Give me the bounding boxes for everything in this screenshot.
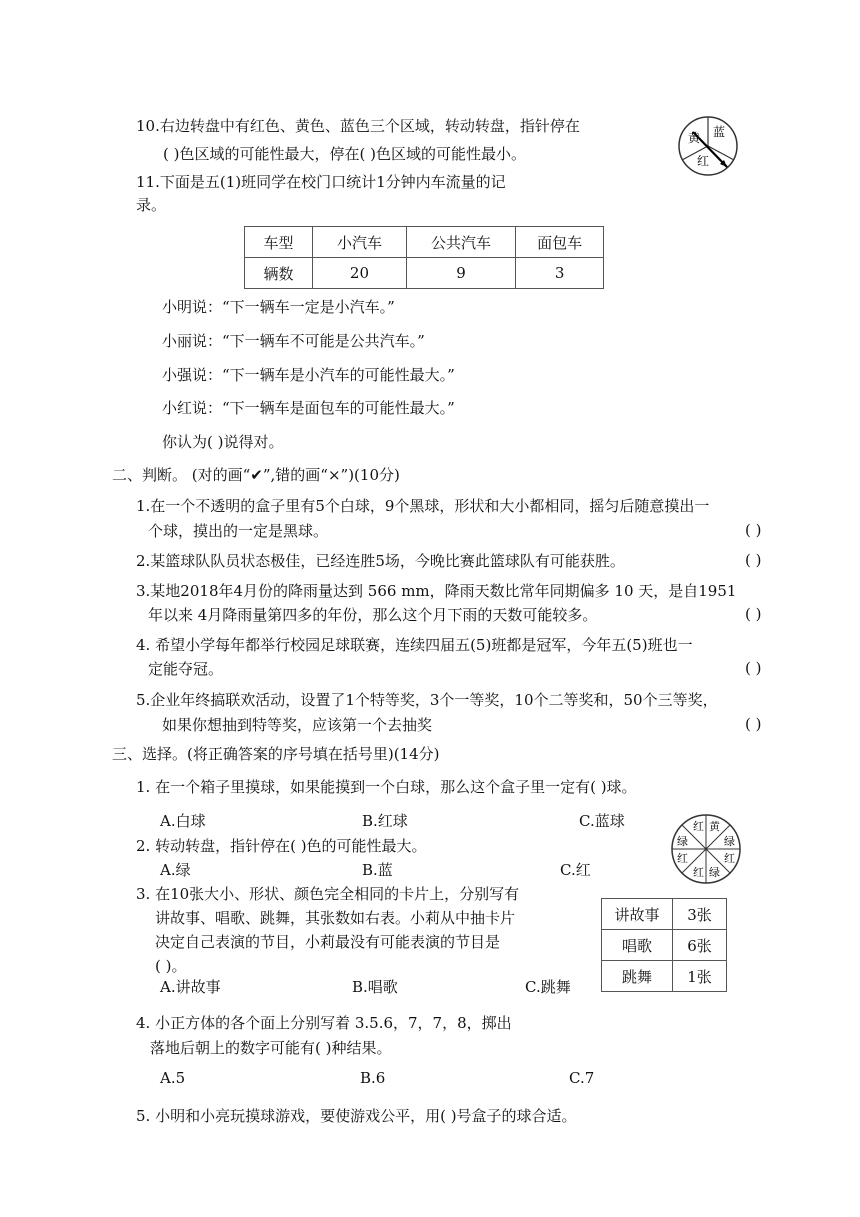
- spinner-label: 红: [677, 852, 688, 865]
- statement: 小红说：“下一辆车是面包车的可能性最大。”: [162, 399, 455, 417]
- section2-title: 二、判断。 (对的画“✔”,错的画“×”)(10分): [112, 466, 400, 484]
- table-cell: 9: [406, 258, 515, 289]
- choice-q3-line1: 3. 在10张大小、形状、颜色完全相同的卡片上，分别写有: [136, 885, 520, 903]
- option: C.7: [569, 1069, 595, 1087]
- table-cell: 小汽车: [313, 227, 407, 258]
- answer-paren: ( ): [745, 521, 762, 539]
- q11-line2: 录。: [136, 196, 167, 214]
- option: A.讲故事: [160, 978, 221, 996]
- spinner-label: 红: [693, 866, 704, 879]
- judge-item-3-line1: 3.某地2018年4月份的降雨量达到 566 mm，降雨天数比常年同期偏多 10 天，是自1951: [136, 582, 737, 600]
- table-cell: 6张: [673, 930, 727, 961]
- choice-q2: 2. 转动转盘，指针停在( )色的可能性最大。: [136, 837, 427, 855]
- table-cell: 公共汽车: [406, 227, 515, 258]
- card-table: [601, 898, 727, 992]
- choice-q4-line2: 落地后朝上的数字可能有( )种结果。: [150, 1039, 392, 1057]
- judge-item-1-line1: 1.在一个不透明的盒子里有5个白球，9个黑球，形状和大小都相同，摇匀后随意摸出一: [136, 497, 710, 515]
- spinner-label: 红: [724, 852, 735, 865]
- judge-item-5-line2: 如果你想抽到特等奖，应该第一个去抽奖: [162, 716, 433, 734]
- q11-ask: 你认为( )说得对。: [162, 433, 284, 451]
- judge-item-4-line2: 定能夺冠。: [148, 660, 224, 678]
- table-cell: 面包车: [516, 227, 604, 258]
- choice-q3-line3: 决定自己表演的节目，小莉最没有可能表演的节目是: [155, 933, 501, 951]
- answer-paren: ( ): [745, 605, 762, 623]
- q10-spinner: [677, 115, 739, 177]
- spinner-label: 蓝: [713, 125, 726, 139]
- answer-paren: ( ): [745, 659, 762, 677]
- q10-line2: ( )色区域的可能性最大，停在( )色区域的可能性最小。: [163, 145, 526, 163]
- choice-q4-line1: 4. 小正方体的各个面上分别写着 3.5.6，7，7，8，掷出: [136, 1014, 512, 1032]
- option: A.绿: [160, 861, 191, 879]
- option: A.5: [160, 1069, 186, 1087]
- choice-q1: 1. 在一个箱子里摸球，如果能摸到一个白球，那么这个盒子里一定有( )球。: [136, 778, 637, 796]
- vehicle-table: [244, 226, 604, 289]
- table-cell: 3: [516, 258, 604, 289]
- section3-title: 三、选择。(将正确答案的序号填在括号里)(14分): [112, 745, 440, 763]
- table-cell: 跳舞: [602, 961, 673, 992]
- statement: 小强说：“下一辆车是小汽车的可能性最大。”: [162, 366, 455, 384]
- table-cell: 讲故事: [602, 899, 673, 930]
- q11-line1: 11.下面是五(1)班同学在校门口统计1分钟内车流量的记: [136, 173, 506, 191]
- statement: 小丽说：“下一辆车不可能是公共汽车。”: [162, 332, 425, 350]
- statement: 小明说：“下一辆车一定是小汽车。”: [162, 298, 395, 316]
- option: B.蓝: [362, 861, 393, 879]
- option: A.白球: [160, 812, 206, 830]
- table-cell: 唱歌: [602, 930, 673, 961]
- judge-item-4-line1: 4. 希望小学每年都举行校园足球联赛，连续四届五(5)班都是冠军，今年五(5)班也一: [136, 636, 693, 654]
- option: B.红球: [362, 812, 408, 830]
- table-cell: 辆数: [245, 258, 313, 289]
- spinner-label: 红: [697, 154, 710, 168]
- judge-item-2: 2.某篮球队队员状态极佳，已经连胜5场，今晚比赛此篮球队有可能获胜。: [136, 552, 625, 570]
- judge-item-5-line1: 5.企业年终搞联欢活动，设置了1个特等奖，3个一等奖，10个二等奖和，50个三等奖，: [136, 691, 718, 709]
- option: C.蓝球: [579, 812, 625, 830]
- q2-spinner: [669, 812, 743, 886]
- spinner-label: 红: [693, 820, 704, 833]
- answer-paren: ( ): [745, 551, 762, 569]
- answer-paren: ( ): [745, 715, 762, 733]
- spinner-label: 绿: [677, 835, 688, 848]
- choice-q5: 5. 小明和小亮玩摸球游戏，要使游戏公平，用( )号盒子的球合适。: [136, 1107, 577, 1125]
- table-cell: 1张: [673, 961, 727, 992]
- table-cell: 3张: [673, 899, 727, 930]
- spinner-label: 绿: [724, 835, 735, 848]
- table-cell: 20: [313, 258, 407, 289]
- option: B.唱歌: [352, 978, 398, 996]
- judge-item-1-line2: 个球，摸出的一定是黑球。: [148, 522, 329, 540]
- judge-item-3-line2: 年以来 4月降雨量第四多的年份，那么这个月下雨的天数可能较多。: [148, 606, 598, 624]
- spinner-label: 黄: [688, 131, 701, 145]
- table-cell: 车型: [245, 227, 313, 258]
- choice-q3-line2: 讲故事、唱歌、跳舞，其张数如右表。小莉从中抽卡片: [155, 909, 516, 927]
- spinner-label: 绿: [709, 866, 720, 879]
- choice-q3-line4: ( )。: [155, 957, 187, 975]
- spinner-label: 黄: [709, 820, 720, 833]
- option: B.6: [360, 1069, 386, 1087]
- q10-line1: 10.右边转盘中有红色、黄色、蓝色三个区域，转动转盘，指针停在: [136, 117, 580, 135]
- option: C.跳舞: [525, 978, 571, 996]
- option: C.红: [560, 861, 591, 879]
